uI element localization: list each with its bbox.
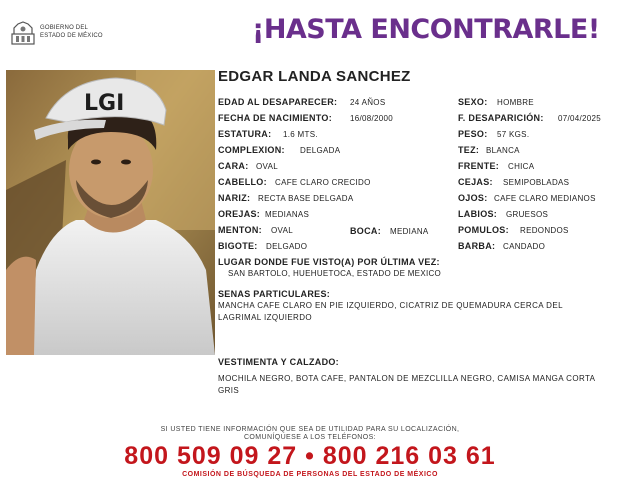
field-label-pomulos: POMULOS: [458,225,509,235]
field-label-bigote: BIGOTE: [218,241,258,251]
field-value-boca: MEDIANA [390,227,429,236]
particulars-label: SENAS PARTICULARES: [218,289,331,299]
field-value-tez: BLANCA [486,146,520,155]
field-value-labios: GRUESOS [506,210,549,219]
field-value-bigote: DELGADO [266,242,308,251]
field-label-sexo: SEXO: [458,97,488,107]
field-label-complexion: COMPLEXION: [218,145,285,155]
last-seen-label: LUGAR DONDE FUE VISTO(A) POR ÚLTIMA VEZ: [218,257,440,267]
field-label-ojos: OJOS: [458,193,488,203]
headline: ¡HASTA ENCONTRARLE! [252,14,600,45]
field-value-cabello: CAFE CLARO CRECIDO [275,178,371,187]
person-photo [6,70,215,355]
field-label-fecha-nacimiento: FECHA DE NACIMIENTO: [218,113,332,123]
state-emblem-icon [10,20,36,46]
last-seen-value: SAN BARTOLO, HUEHUETOCA, ESTADO DE MEXICO [228,269,442,278]
field-value-estatura: 1.6 MTS. [283,130,318,139]
field-label-tez: TEZ: [458,145,480,155]
field-label-cara: CARA: [218,161,249,171]
field-label-menton: MENTON: [218,225,262,235]
footer-note-line-2: COMUNÍQUESE A LOS TELÉFONOS: [243,434,377,441]
field-label-f-desaparicion: F. DESAPARICIÓN: [458,113,544,123]
logo-line-2: ESTADO DE MÉXICO [40,33,103,39]
field-value-sexo: HOMBRE [497,98,534,107]
particulars-value: MANCHA CAFE CLARO EN PIE IZQUIERDO, CICATRIZ DE QUEMADURA CERCA DEL LAGRIMAL IZQUIERDO [218,301,563,322]
field-value-cara: OVAL [256,162,278,171]
field-label-edad: EDAD AL DESAPARECER: [218,97,338,107]
field-value-peso: 57 KGS. [497,130,530,139]
field-value-complexion: DELGADA [300,146,341,155]
cap-logo-text: LGI [84,91,125,116]
field-label-cejas: CEJAS: [458,177,493,187]
field-label-orejas: OREJAS: [218,209,261,219]
field-value-ojos: CAFE CLARO MEDIANOS [494,194,596,203]
person-name: EDGAR LANDA SANCHEZ [218,68,411,85]
clothing-value: MOCHILA NEGRO, BOTA CAFE, PANTALON DE MEZCLILLA NEGRO, CAMISA MANGA CORTA GRIS [218,374,595,395]
field-value-barba: CANDADO [503,242,546,251]
field-label-barba: BARBA: [458,241,496,251]
field-value-nariz: RECTA BASE DELGADA [258,194,354,203]
field-value-cejas: SEMIPOBLADAS [503,178,570,187]
logo-text [40,24,103,40]
field-label-estatura: ESTATURA: [218,129,272,139]
field-value-frente: CHICA [508,162,535,171]
field-label-boca: BOCA: [350,226,381,236]
phone-numbers: 800 509 09 27 • 800 216 03 61 [124,442,496,470]
field-label-cabello: CABELLO: [218,177,267,187]
field-label-nariz: NARIZ: [218,193,251,203]
logo-line-1: GOBIERNO DEL [40,25,89,31]
field-label-peso: PESO: [458,129,488,139]
footer-note [0,426,620,442]
footer-note-line-1: SI USTED TIENE INFORMACIÓN QUE SEA DE UTILIDAD PARA SU LOCALIZACIÓN, [160,426,460,433]
field-value-pomulos: REDONDOS [520,226,569,235]
field-label-frente: FRENTE: [458,161,500,171]
field-value-menton: OVAL [271,226,293,235]
field-label-labios: LABIOS: [458,209,498,219]
commission-name: COMISIÓN DE BÚSQUEDA DE PERSONAS DEL ESTADO DE MÉXICO [182,471,438,478]
field-value-f-desaparicion: 07/04/2025 [558,114,602,123]
government-logo [10,20,130,46]
field-value-edad: 24 AÑOS [350,98,386,107]
clothing-label: VESTIMENTA Y CALZADO: [218,357,339,367]
field-value-orejas: MEDIANAS [265,210,310,219]
field-value-fecha-nacimiento: 16/08/2000 [350,114,394,123]
